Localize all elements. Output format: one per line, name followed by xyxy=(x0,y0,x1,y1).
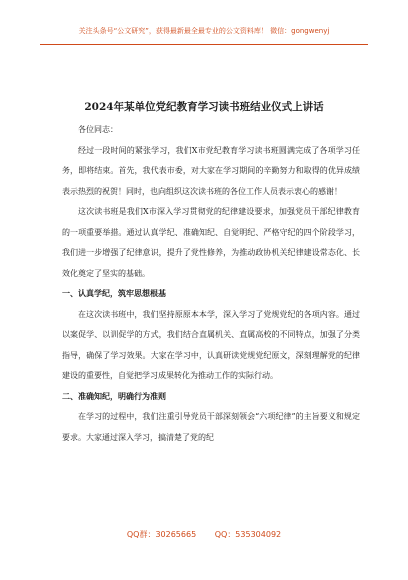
paragraph-intro: 经过一段时间的紧张学习，我们X市党纪教育学习读书班圆满完成了各项学习任务，即将结束。首先，我代表市委，对大家在学习期间的辛勤努力和取得的优异成绩表示热烈的祝贺！同时，也向组织这次读书班的各位工作人员表示衷心的感谢！ xyxy=(62,145,360,196)
paragraph-purpose: 这次读书班是我们X市深入学习贯彻党的纪律建设要求，加强党员干部纪律教育的一项重要举措。通过认真学纪、准确知纪、自觉明纪、严格守纪的四个阶段学习，我们进一步增强了纪律意识，提升了党性修养，为推动政协机关纪律建设常态化、长效化奠定了坚实的基础。 xyxy=(62,207,360,278)
footer-qq-group: QQ群：30265665 xyxy=(126,530,197,539)
section-heading-1: 一、认真学纪，筑牢思想根基 xyxy=(62,289,166,298)
footer-contact xyxy=(0,529,408,540)
section-heading-2: 二、准确知纪，明确行为准则 xyxy=(62,391,166,401)
footer-qq: QQ：535304092 xyxy=(214,530,282,539)
header-banner: 关注头条号“公文研究”，获得最新最全最专业的公文资料库！ 微信：gongwenyj xyxy=(78,27,330,35)
document-title: 2024年某单位党纪教育学习读书班结业仪式上讲话 xyxy=(84,101,324,113)
header-divider xyxy=(40,44,368,45)
document-body xyxy=(62,120,360,448)
section-2-paragraph: 在学习的过程中，我们注重引导党员干部深刻领会“六项纪律”的主旨要义和规定要求。大家通过深入学习，搞清楚了党的纪 xyxy=(62,412,360,442)
section-1-paragraph: 在这次读书班中，我们坚持原原本本学，深入学习了党规党纪的各项内容。通过以案促学、以训促学的方式，我们结合直属机关、直属高校的不同特点，加强了分类指导，确保了学习效果。大家在学习中，认真研读党规党纪原文，深刻理解党的纪律建设的重要性，自觉把学习成果转化为推动工作的实际行动。 xyxy=(62,309,360,380)
greeting: 各位同志： xyxy=(78,125,118,134)
